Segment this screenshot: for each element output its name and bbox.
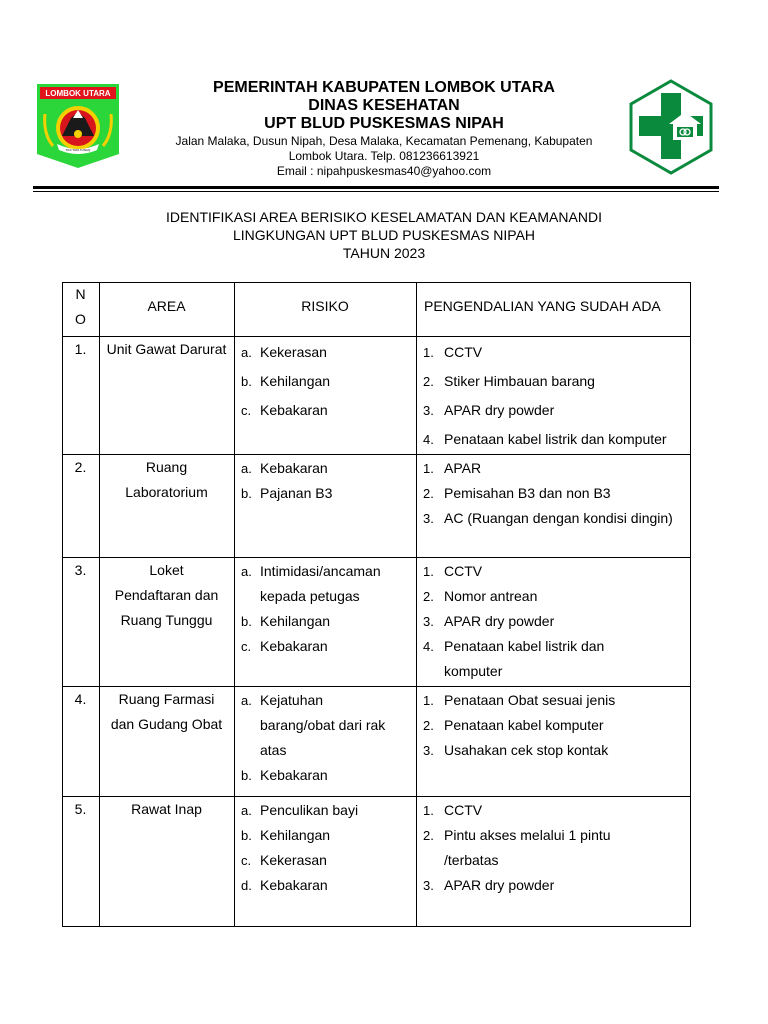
header-government: PEMERINTAH KABUPATEN LOMBOK UTARA: [213, 79, 555, 96]
risk-item-text: Penculikan bayi: [260, 802, 359, 818]
control-item-marker: 3.: [423, 743, 434, 758]
header-institution: UPT BLUD PUSKESMAS NIPAH: [264, 115, 504, 132]
row-area: Pendaftaran dan: [114, 587, 219, 603]
risk-item: [241, 634, 328, 659]
risk-item: [241, 559, 381, 584]
table-hline-6: [62, 926, 691, 927]
control-item-text: Pintu akses melalui 1 pintu: [444, 827, 611, 843]
control-item-marker: 2.: [423, 828, 434, 843]
risk-item-text: atas: [260, 742, 287, 758]
control-item-marker: 1.: [423, 345, 434, 360]
table-vline-3: [416, 282, 417, 927]
table-vline-4: [690, 282, 691, 927]
row-area: dan Gudang Obat: [110, 716, 223, 732]
risk-item-text: Kekerasan: [260, 344, 327, 360]
risk-item-marker: b.: [241, 828, 252, 843]
control-item: [423, 481, 611, 506]
risk-item: [241, 338, 327, 367]
control-item: [423, 738, 608, 763]
control-item-text: Penataan kabel komputer: [444, 717, 604, 733]
header-area: AREA: [147, 298, 186, 314]
control-item-marker: 2.: [423, 589, 434, 604]
risk-item-marker: c.: [241, 639, 252, 654]
risk-item-text: Kebakaran: [260, 402, 328, 418]
control-item-marker: 2.: [423, 374, 434, 389]
document-title: [60, 208, 708, 262]
risk-item: [241, 823, 330, 848]
header-rule-thin: [33, 191, 719, 192]
risk-item: [241, 456, 328, 481]
row-number: 3.: [74, 562, 87, 578]
control-item-marker: 1.: [423, 803, 434, 818]
risk-item-marker: b.: [241, 374, 252, 389]
control-item-marker: 1.: [423, 693, 434, 708]
control-item: [423, 688, 615, 713]
risk-item: [241, 713, 385, 738]
control-item-text: Nomor antrean: [444, 588, 538, 604]
control-item-text: Penataan kabel listrik dan: [444, 638, 605, 654]
risk-item-text: Intimidasi/ancaman: [260, 563, 381, 579]
risk-item: [241, 481, 332, 506]
control-item-marker: 1.: [423, 461, 434, 476]
control-item-marker: 4.: [423, 432, 434, 447]
control-item-text: Stiker Himbauan barang: [444, 373, 595, 389]
risk-item-text: Kehilangan: [260, 613, 331, 629]
risk-item-marker: a.: [241, 564, 252, 579]
risk-item-marker: d.: [241, 878, 252, 893]
control-item: [423, 425, 667, 454]
header-rule-thick: [33, 186, 719, 189]
control-item-marker: 4.: [423, 639, 434, 654]
row-area: Ruang Farmasi: [118, 691, 215, 707]
row-area: Laboratorium: [125, 484, 208, 500]
risk-table: [62, 282, 691, 927]
header-no-line2: O: [75, 311, 86, 327]
control-item: [423, 848, 498, 873]
risk-item-marker: c.: [241, 403, 252, 418]
control-item: [423, 873, 554, 898]
risk-item: [241, 584, 360, 609]
row-area: Ruang Tunggu: [120, 612, 213, 628]
risk-item-text: Kebakaran: [260, 460, 328, 476]
control-item-marker: 2.: [423, 486, 434, 501]
svg-text:TIOI TATA TUNAQ: TIOI TATA TUNAQ: [65, 148, 91, 152]
risk-item-marker: c.: [241, 853, 252, 868]
title-line3: TAHUN 2023: [342, 245, 426, 261]
table-hline-0: [62, 282, 691, 283]
control-item: [423, 456, 481, 481]
risk-item-text: Pajanan B3: [260, 485, 333, 501]
control-item: [423, 798, 482, 823]
header-email: Email : nipahpuskesmas40@yahoo.com: [276, 164, 492, 178]
risk-item: [241, 609, 330, 634]
control-item-text: CCTV: [444, 563, 483, 579]
control-item-text: CCTV: [444, 344, 483, 360]
control-item: [423, 584, 537, 609]
control-item-marker: 3.: [423, 403, 434, 418]
row-number: 4.: [74, 691, 87, 707]
risk-item-text: barang/obat dari rak: [260, 717, 386, 733]
row-area: Unit Gawat Darurat: [106, 341, 227, 357]
risk-item-text: kepada petugas: [260, 588, 360, 604]
lombok-utara-logo: [37, 84, 119, 168]
row-area: Ruang: [145, 459, 188, 475]
header-contact: [130, 134, 638, 179]
risk-item-text: Kebakaran: [260, 877, 328, 893]
control-item-text: Pemisahan B3 dan non B3: [444, 485, 611, 501]
control-item-text: APAR dry powder: [444, 402, 555, 418]
row-area: Rawat Inap: [131, 801, 202, 817]
control-item-text: CCTV: [444, 802, 483, 818]
control-item-text: AC (Ruangan dengan kondisi dingin): [444, 510, 673, 526]
control-item: [423, 338, 482, 367]
table-vline-0: [62, 282, 63, 927]
control-item: [423, 634, 604, 659]
risk-item: [241, 396, 328, 425]
risk-item: [241, 798, 358, 823]
risk-item-marker: b.: [241, 614, 252, 629]
control-item-text: APAR dry powder: [444, 613, 555, 629]
title-line2: LINGKUNGAN UPT BLUD PUSKESMAS NIPAH: [232, 227, 536, 243]
row-number: 2.: [74, 459, 87, 475]
control-item: [423, 659, 502, 684]
risk-item-text: Kekerasan: [260, 852, 327, 868]
risk-item-text: Kejatuhan: [260, 692, 324, 708]
risk-item-marker: a.: [241, 461, 252, 476]
header-no-line1: N: [75, 286, 86, 302]
header-risiko: RISIKO: [301, 298, 349, 314]
row-number: 1.: [74, 341, 87, 357]
risk-item: [241, 367, 330, 396]
header-department: DINAS KESEHATAN: [308, 97, 460, 114]
risk-item-marker: b.: [241, 768, 252, 783]
table-vline-2: [234, 282, 235, 927]
control-item-text: APAR dry powder: [444, 877, 555, 893]
risk-item-marker: a.: [241, 803, 252, 818]
puskesmas-logo: [627, 79, 715, 175]
control-item-text: Penataan kabel listrik dan komputer: [444, 431, 667, 447]
control-item-text: APAR: [444, 460, 482, 476]
row-number: 5.: [74, 801, 87, 817]
control-item: [423, 396, 554, 425]
control-item-text: Usahakan cek stop kontak: [444, 742, 609, 758]
risk-item-text: Kehilangan: [260, 373, 331, 389]
risk-item-text: Kebakaran: [260, 767, 328, 783]
risk-item: [241, 688, 323, 713]
risk-item: [241, 738, 286, 763]
control-item-text: komputer: [444, 663, 503, 679]
risk-item-text: Kebakaran: [260, 638, 328, 654]
control-item-marker: 3.: [423, 511, 434, 526]
control-item-marker: 3.: [423, 614, 434, 629]
control-item: [423, 506, 673, 531]
control-item-marker: 2.: [423, 718, 434, 733]
control-item: [423, 823, 611, 848]
header-address-line2: Lombok Utara. Telp. 081236613921: [288, 149, 480, 163]
risk-item: [241, 873, 328, 898]
risk-item-marker: b.: [241, 486, 252, 501]
row-area: Loket: [149, 562, 184, 578]
header-address-line1: Jalan Malaka, Dusun Nipah, Desa Malaka, Kecamatan Pemenang, Kabupaten: [175, 134, 593, 148]
control-item: [423, 559, 482, 584]
risk-item-marker: a.: [241, 345, 252, 360]
risk-item-text: Kehilangan: [260, 827, 331, 843]
control-item-marker: 1.: [423, 564, 434, 579]
risk-item-marker: a.: [241, 693, 252, 708]
header-no: [62, 282, 99, 332]
title-line1: IDENTIFIKASI AREA BERISIKO KESELAMATAN DAN KEAMANANDI: [166, 209, 602, 225]
header-pengendalian: PENGENDALIAN YANG SUDAH ADA: [424, 298, 661, 314]
risk-item: [241, 848, 327, 873]
control-item: [423, 609, 554, 634]
control-item-text: Penataan Obat sesuai jenis: [444, 692, 616, 708]
risk-item: [241, 763, 328, 788]
control-item: [423, 367, 595, 396]
control-item-text: /terbatas: [444, 852, 499, 868]
control-item-marker: 3.: [423, 878, 434, 893]
control-item: [423, 713, 604, 738]
logo-banner-text: LOMBOK UTARA: [45, 89, 111, 98]
